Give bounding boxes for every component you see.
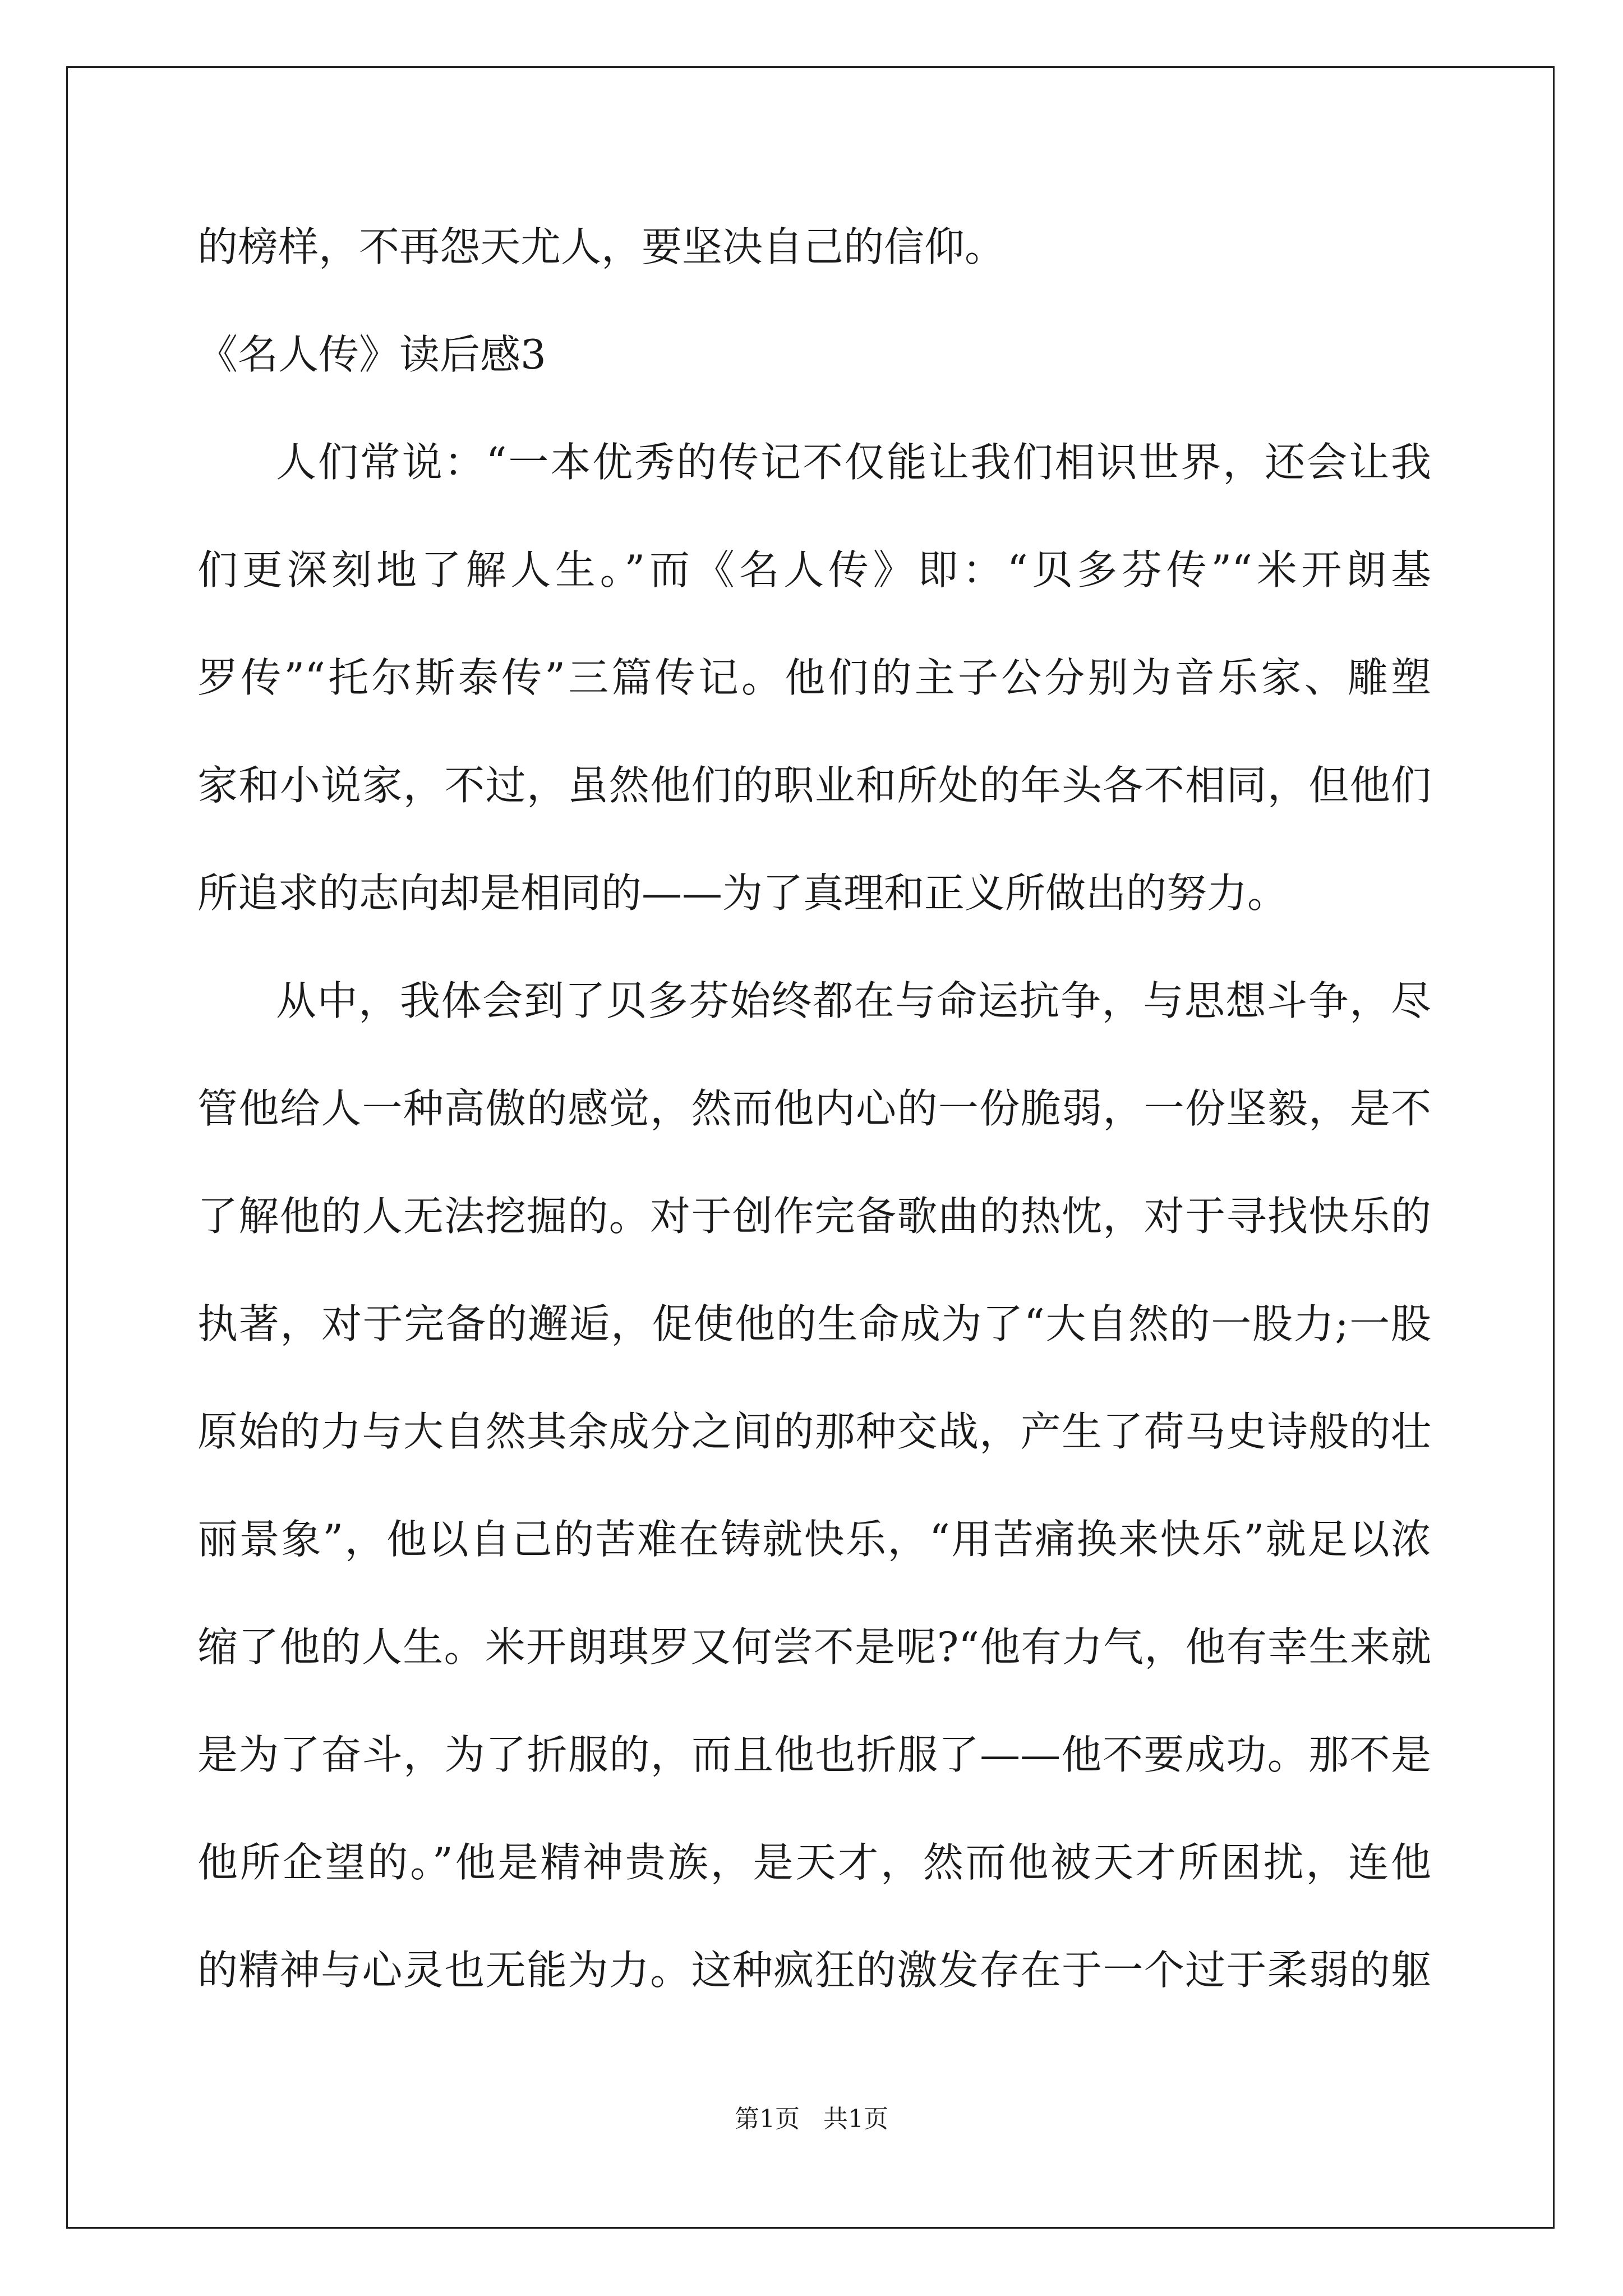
text-line: 管他给人一种高傲的感觉，然而他内心的一份脆弱，一份坚毅，是不	[197, 1085, 1431, 1132]
text-line: 们更深刻地了解人生。”而《名人传》即：“贝多芬传”“米开朗基	[197, 546, 1431, 593]
text-line: 执著，对于完备的邂逅，促使他的生命成为了“大自然的一股力;一股	[197, 1300, 1431, 1347]
text-line: 的精神与心灵也无能为力。这种疯狂的激发存在于一个过于柔弱的躯	[197, 1947, 1431, 1994]
text-line: 从中，我体会到了贝多芬始终都在与命运抗争，与思想斗争，尽	[276, 977, 1431, 1024]
section-heading: 《名人传》读后感3	[197, 331, 546, 378]
text-line: 原始的力与大自然其余成分之间的那种交战，产生了荷马史诗般的壮	[197, 1408, 1431, 1455]
text-line: 缩了他的人生。米开朗琪罗又何尝不是呢?“他有力气，他有幸生来就	[197, 1623, 1431, 1671]
text-line: 丽景象”，他以自己的苦难在铸就快乐，“用苦痛换来快乐”就足以浓	[197, 1516, 1431, 1563]
page-border	[66, 66, 1555, 2229]
text-line: 人们常说：“一本优秀的传记不仅能让我们相识世界，还会让我	[276, 439, 1431, 486]
text-line: 他所企望的。”他是精神贵族，是天才，然而他被天才所困扰，连他	[197, 1839, 1431, 1886]
text-line: 的榜样，不再怨天尤人，要坚决自己的信仰。	[197, 223, 1006, 270]
text-line: 罗传”“托尔斯泰传”三篇传记。他们的主子公分别为音乐家、雕塑	[197, 654, 1431, 701]
text-line: 是为了奋斗，为了折服的，而且他也折服了——他不要成功。那不是	[197, 1731, 1431, 1778]
text-line: 家和小说家，不过，虽然他们的职业和所处的年头各不相同，但他们	[197, 762, 1431, 809]
text-line: 所追求的志向却是相同的——为了真理和正义所做出的努力。	[197, 869, 1288, 917]
page-number-footer: 第1页 共1页	[735, 2105, 888, 2133]
text-line: 了解他的人无法挖掘的。对于创作完备歌曲的热忱，对于寻找快乐的	[197, 1193, 1431, 1240]
